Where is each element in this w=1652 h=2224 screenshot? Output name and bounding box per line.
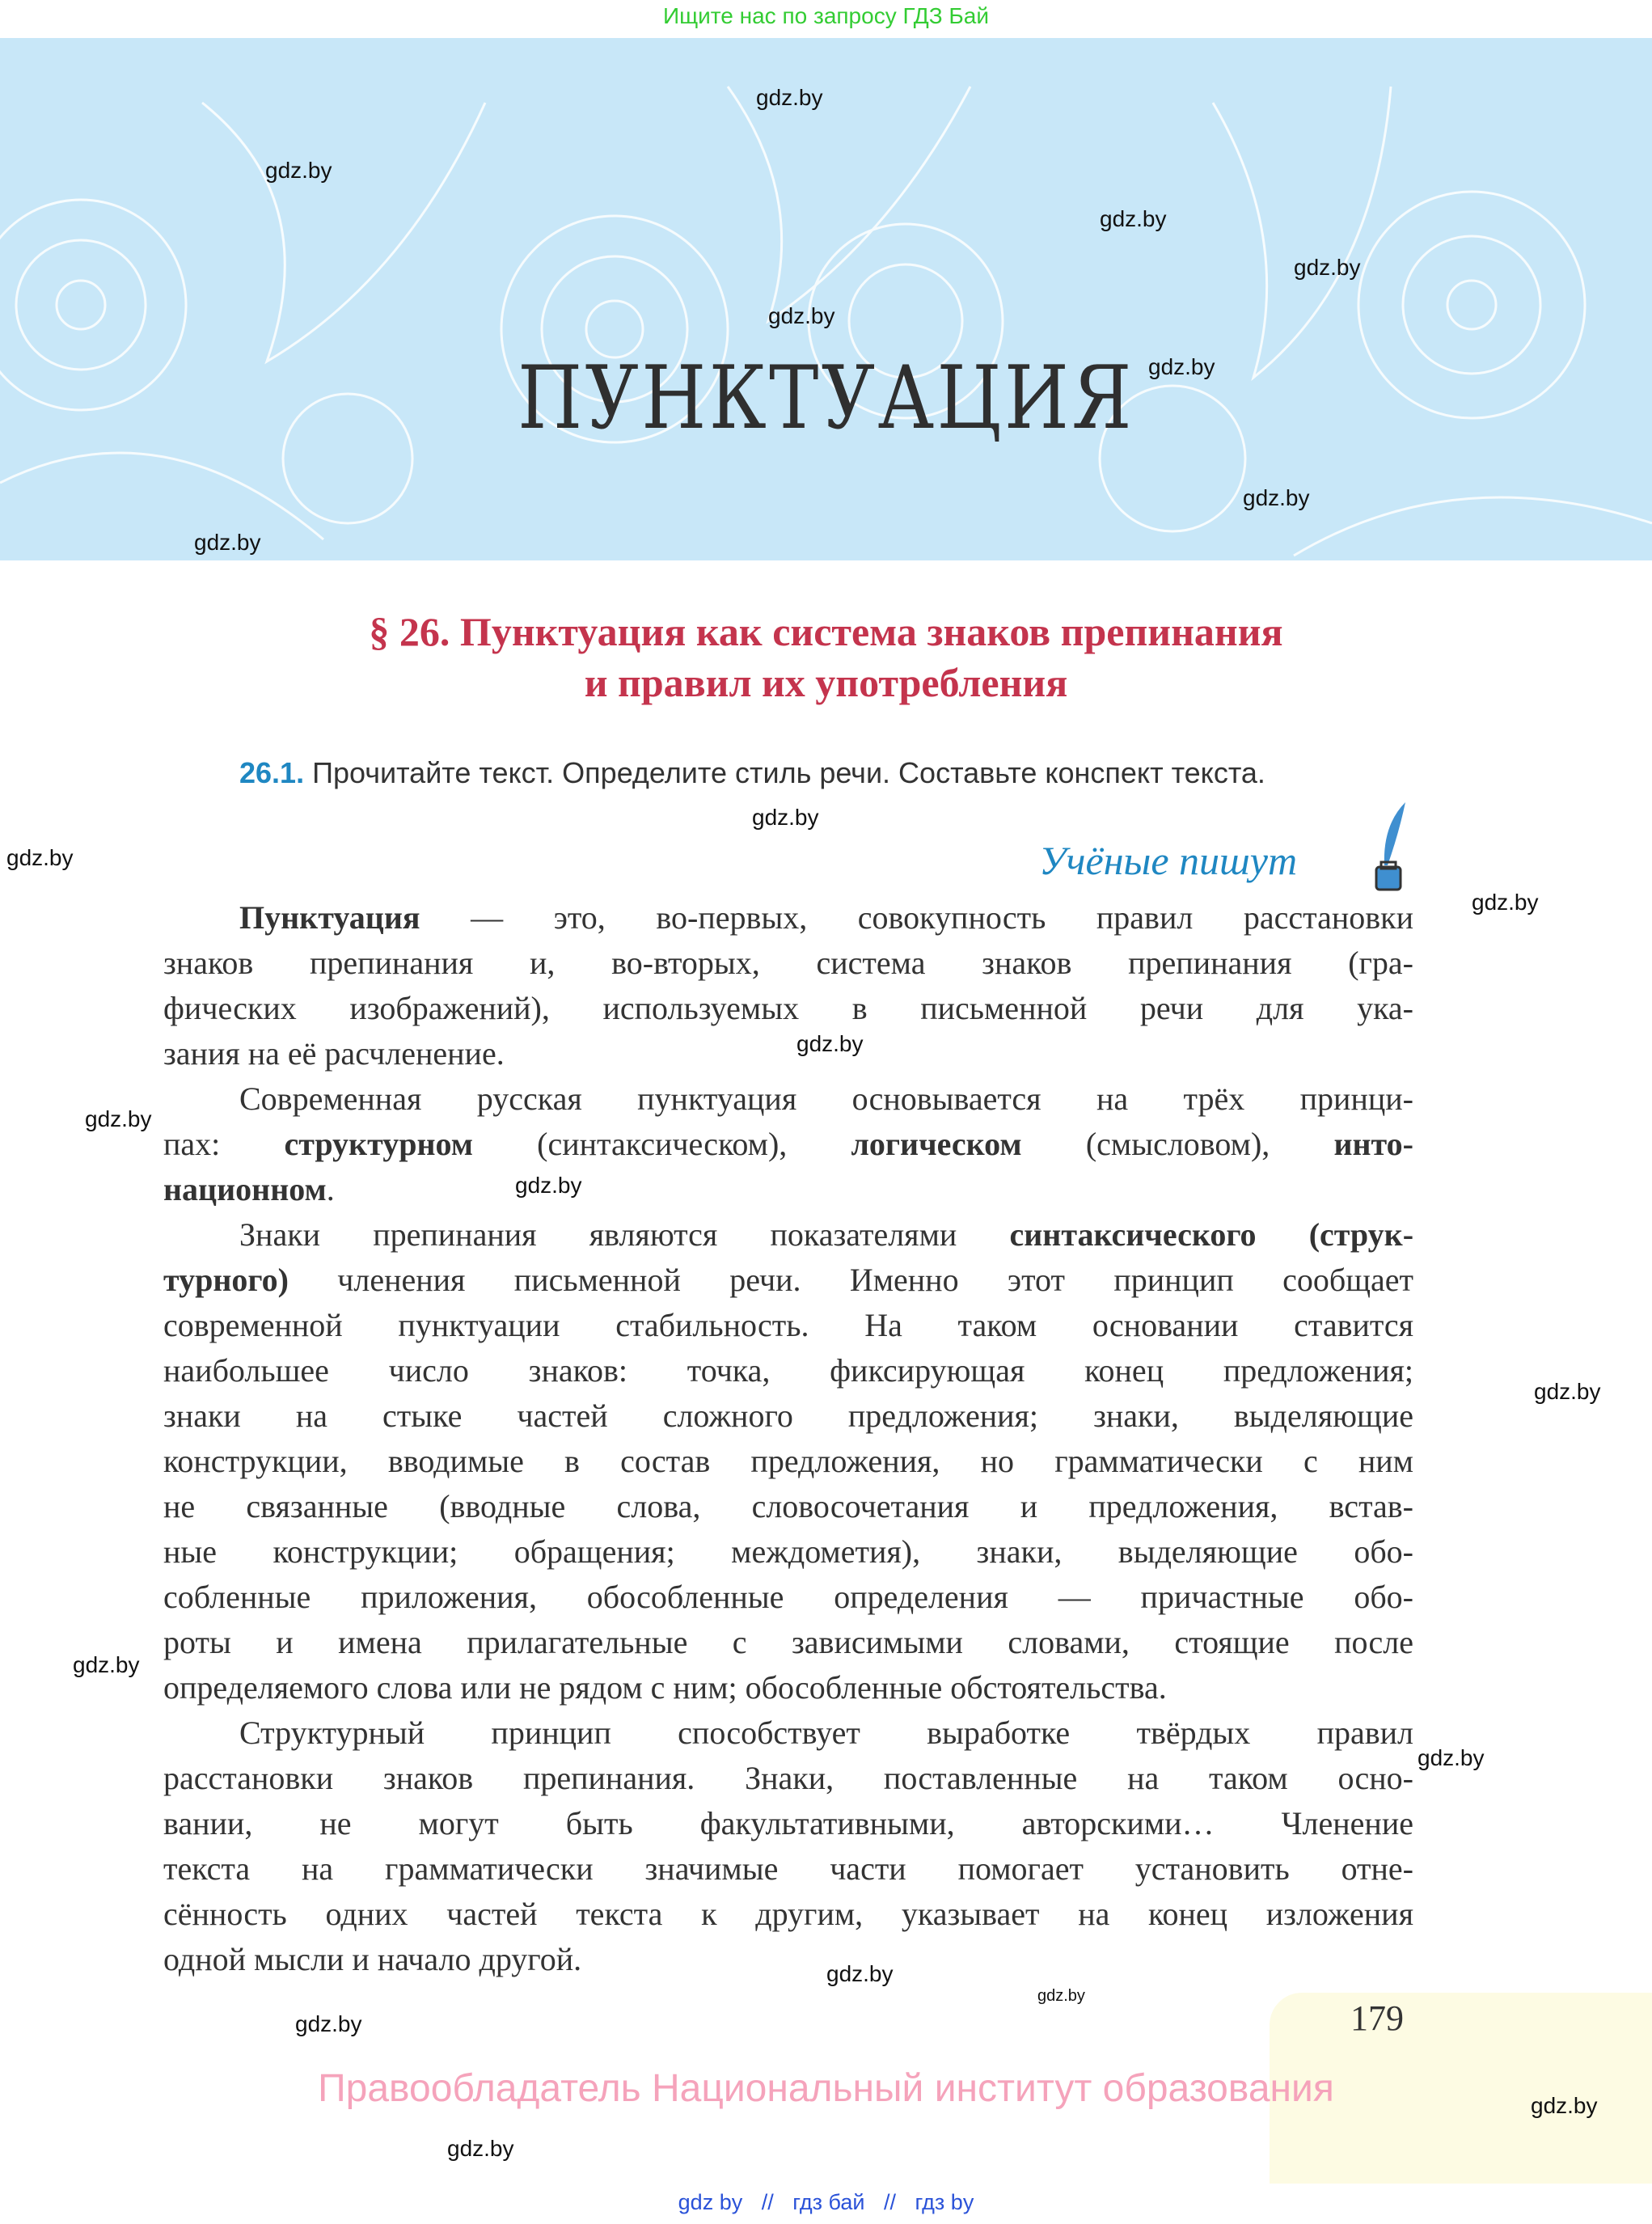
watermark: gdz.by: [1472, 890, 1539, 915]
link-gdz-by-2[interactable]: гдз by: [915, 2190, 974, 2214]
text-line: [163, 1666, 1413, 1710]
link-gdz-by[interactable]: gdz by: [678, 2190, 743, 2214]
text-line: [163, 1621, 1413, 1664]
watermark: gdz.by: [6, 845, 74, 870]
text-line: [239, 1711, 1413, 1755]
text-run: не связанные (вводные слова, словосочетания и предложения, встав-: [163, 1488, 1413, 1524]
text-line: [163, 1123, 1413, 1166]
watermark: gdz.by: [295, 2011, 362, 2036]
text-run: — это, во-первых, совокупность правил расстановки: [420, 899, 1413, 936]
text-line: [163, 1485, 1413, 1528]
text-line: [239, 896, 1413, 940]
quill-inkwell-icon: [1367, 801, 1415, 894]
watermark: gdz.by: [1418, 1745, 1485, 1770]
bold-term: структурном: [284, 1126, 473, 1162]
watermark: gdz.by: [1037, 1987, 1085, 2005]
text-run: вании, не могут быть факультативными, авторскими… Членение: [163, 1805, 1413, 1841]
watermark: gdz.by: [1243, 485, 1310, 510]
watermark: gdz.by: [447, 2136, 514, 2161]
text-line: [239, 1077, 1413, 1121]
text-line: [163, 1168, 1413, 1211]
text-run: (синтаксическом),: [473, 1126, 851, 1162]
text-run: знаки на стыке частей сложного предложения; знаки, выделяющие: [163, 1397, 1413, 1434]
watermark: gdz.by: [1294, 255, 1361, 280]
decorative-banner: [0, 38, 1652, 560]
text-run: ные конструкции; обращения; междометия), знаки, выделяющие обо-: [163, 1533, 1413, 1570]
watermark: gdz.by: [796, 1031, 864, 1056]
watermark: gdz.by: [1100, 206, 1167, 231]
text-line: [163, 1892, 1413, 1936]
text-run: сённость одних частей текста к другим, указывает на конец изложения: [163, 1896, 1413, 1932]
text-run: фических изображений), используемых в письменной речи для ука-: [163, 990, 1413, 1026]
watermark: gdz.by: [768, 303, 835, 328]
bold-term: Пунктуация: [239, 899, 420, 936]
text-run: Современная русская пунктуация основывается на трёх принци-: [239, 1080, 1413, 1117]
text-run: определяемого слова или не рядом с ним; обособленные обстоятельства.: [163, 1669, 1167, 1706]
task-text: Прочитайте текст. Определите стиль речи. Составьте конспект текста.: [312, 756, 1265, 789]
task: [239, 756, 1265, 790]
text-line: [163, 1802, 1413, 1846]
text-run: расстановки знаков препинания. Знаки, поставленные на таком осно-: [163, 1760, 1413, 1796]
page-number: 179: [1350, 1998, 1404, 2038]
watermark: gdz.by: [194, 530, 261, 555]
separator: //: [884, 2190, 897, 2214]
watermark: gdz.by: [1534, 1379, 1601, 1404]
floral-pattern-icon: [0, 38, 1652, 560]
bold-term: национном: [163, 1171, 327, 1207]
text-line: [163, 1575, 1413, 1619]
text-run: зания на её расчленение.: [163, 1035, 505, 1072]
paragraph-heading-line2: и правил их употребления: [584, 660, 1068, 705]
text-run: (смысловом),: [1021, 1126, 1334, 1162]
text-run: собленные приложения, обособленные определения — причастные обо-: [163, 1579, 1413, 1615]
text-line: [163, 1757, 1413, 1800]
paragraph-heading-line1: § 26. Пунктуация как система знаков препинания: [369, 609, 1283, 654]
copyright-footer: Правообладатель Национальный институт образования: [318, 2067, 1334, 2110]
separator: //: [761, 2190, 774, 2214]
text-line: [163, 1440, 1413, 1483]
text-run: Структурный принцип способствует выработке твёрдых правил: [239, 1715, 1413, 1751]
watermark: gdz.by: [265, 158, 332, 183]
text-line: [163, 1530, 1413, 1574]
text-run: роты и имена прилагательные с зависимыми словами, стоящие после: [163, 1624, 1413, 1660]
bold-term: логическом: [851, 1126, 1022, 1162]
text-run: знаков препинания и, во-вторых, система знаков препинания (гра-: [163, 945, 1413, 981]
text-line: [163, 941, 1413, 985]
text-run: Знаки препинания являются показателями: [239, 1216, 1010, 1253]
text-run: современной пунктуации стабильность. На таком основании ставится: [163, 1307, 1413, 1343]
watermark: gdz.by: [826, 1961, 894, 1986]
text-run: .: [326, 1171, 335, 1207]
text-line: [163, 1032, 1413, 1076]
text-line: [163, 1938, 1413, 1981]
text-run: наибольшее число знаков: точка, фиксирующая конец предложения;: [163, 1352, 1413, 1389]
text-line: [163, 1304, 1413, 1347]
watermark: gdz.by: [515, 1173, 582, 1198]
scholars-write-label: Учёные пишут: [1039, 838, 1298, 883]
text-line: [239, 1213, 1413, 1257]
watermark: gdz.by: [73, 1652, 140, 1677]
watermark: gdz.by: [752, 805, 819, 830]
watermark: gdz.by: [85, 1106, 152, 1131]
watermark: gdz.by: [756, 85, 823, 110]
text-line: [163, 1258, 1413, 1302]
top-note: Ищите нас по запросу ГДЗ Бай: [662, 3, 990, 28]
bottom-links: [0, 2190, 1652, 2215]
task-number: 26.1.: [239, 756, 305, 789]
text-run: текста на грамматически значимые части помогает установить отне-: [163, 1850, 1413, 1887]
text-run: одной мысли и начало другой.: [163, 1941, 582, 1977]
text-line: [163, 1847, 1413, 1891]
text-line: [163, 1349, 1413, 1393]
watermark: gdz.by: [1531, 2093, 1598, 2118]
bold-term: турного): [163, 1262, 289, 1298]
text-line: [163, 1394, 1413, 1438]
text-run: конструкции, вводимые в состав предложения, но грамматически с ним: [163, 1443, 1413, 1479]
bold-term: инто-: [1333, 1126, 1413, 1162]
link-gdz-bai[interactable]: гдз бай: [792, 2190, 865, 2214]
text-run: членения письменной речи. Именно этот принцип сообщает: [288, 1262, 1413, 1298]
text-line: [163, 987, 1413, 1030]
text-run: пах:: [163, 1126, 285, 1162]
bold-term: синтаксического (струк-: [1009, 1216, 1414, 1253]
watermark: gdz.by: [1148, 354, 1215, 379]
section-title: ПУНКТУАЦИЯ: [518, 348, 1134, 449]
